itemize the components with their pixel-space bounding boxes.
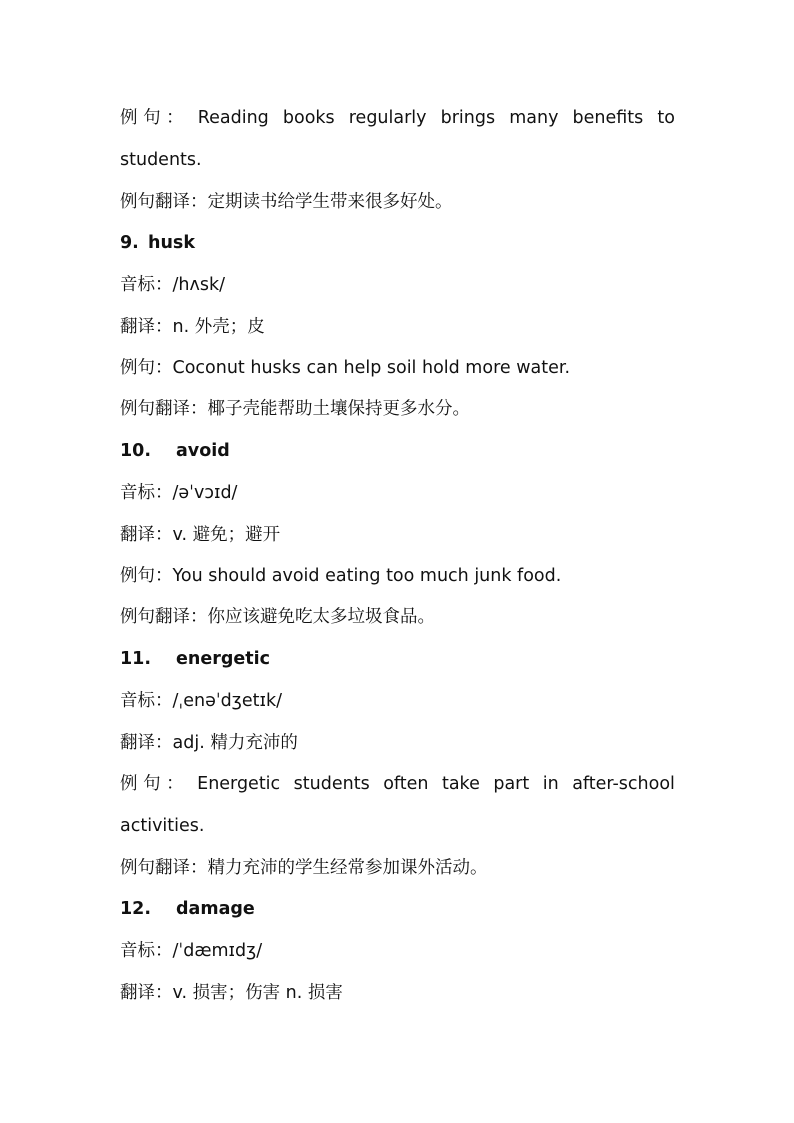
example-word: brings <box>440 108 496 128</box>
phonetic-line <box>120 274 675 296</box>
example-label: 例 句 ： <box>120 774 184 794</box>
example-translation <box>120 857 675 879</box>
translation-text: 椰子壳能帮助土壤保持更多水分。 <box>207 399 470 419</box>
definition-text: n. 外壳；皮 <box>172 317 265 337</box>
entry-number: 11. <box>120 649 152 669</box>
entry-heading-husk <box>120 232 675 254</box>
example-label: 例句： <box>120 358 173 378</box>
translation-label: 例句翻译： <box>120 192 208 212</box>
example-continuation: activities. <box>120 816 205 836</box>
example-word: Energetic <box>197 774 281 794</box>
translation-text: 精力充沛的学生经常参加课外活动。 <box>207 858 488 878</box>
definition-label: 翻译： <box>120 733 173 753</box>
example-word: Reading <box>197 108 269 128</box>
phonetic-text: /ˌenəˈdʒetɪk/ <box>172 691 283 711</box>
definition-text: v. 损害；伤害 n. 损害 <box>172 983 343 1003</box>
phonetic-label: 音标： <box>120 275 173 295</box>
example-sentence <box>120 565 675 587</box>
example-word: benefits <box>572 108 644 128</box>
definition-label: 翻译： <box>120 983 173 1003</box>
definition-label: 翻译： <box>120 525 173 545</box>
phonetic-text: /hʌsk/ <box>172 275 225 295</box>
entry-heading-energetic <box>120 648 675 670</box>
phonetic-line <box>120 482 675 504</box>
example-word: in <box>542 774 559 794</box>
phonetic-text: /ˈdæmɪdʒ/ <box>172 941 263 961</box>
definition-line <box>120 524 675 546</box>
phonetic-label: 音标： <box>120 691 173 711</box>
translation-label: 例句翻译： <box>120 607 208 627</box>
example-sentence <box>120 107 675 129</box>
example-translation <box>120 398 675 420</box>
example-word: after-school <box>572 774 675 794</box>
entry-word: husk <box>148 233 195 253</box>
entry-heading-damage <box>120 898 675 920</box>
example-label: 例 句 ： <box>120 108 184 128</box>
example-translation <box>120 606 675 628</box>
example-label: 例句： <box>120 566 173 586</box>
definition-text: v. 避免；避开 <box>172 525 281 545</box>
phonetic-line <box>120 940 675 962</box>
entry-number: 10. <box>120 441 152 461</box>
translation-label: 例句翻译： <box>120 399 208 419</box>
example-translation <box>120 191 675 213</box>
definition-line <box>120 982 675 1004</box>
phonetic-line <box>120 690 675 712</box>
translation-text: 定期读书给学生带来很多好处。 <box>207 192 453 212</box>
example-continuation: students. <box>120 150 202 170</box>
entry-number: 9. <box>120 233 139 253</box>
translation-text: 你应该避免吃太多垃圾食品。 <box>207 607 435 627</box>
phonetic-label: 音标： <box>120 941 173 961</box>
example-word: to <box>657 108 675 128</box>
example-sentence <box>120 773 675 795</box>
definition-label: 翻译： <box>120 317 173 337</box>
phonetic-label: 音标： <box>120 483 173 503</box>
example-word: often <box>383 774 429 794</box>
definition-line <box>120 732 675 754</box>
example-word: regularly <box>348 108 427 128</box>
example-text: You should avoid eating too much junk food. <box>172 566 562 586</box>
definition-text: adj. 精力充沛的 <box>172 733 298 753</box>
entry-word: energetic <box>176 649 270 669</box>
example-word: part <box>493 774 530 794</box>
example-word: take <box>441 774 480 794</box>
entry-word: avoid <box>176 441 230 461</box>
phonetic-text: /əˈvɔɪd/ <box>172 483 238 503</box>
definition-line <box>120 316 675 338</box>
translation-label: 例句翻译： <box>120 858 208 878</box>
example-word: books <box>282 108 335 128</box>
example-word: many <box>509 108 559 128</box>
example-word: students <box>293 774 370 794</box>
entry-word: damage <box>176 899 255 919</box>
entry-number: 12. <box>120 899 152 919</box>
example-sentence <box>120 357 675 379</box>
entry-heading-avoid <box>120 440 675 462</box>
example-text: Coconut husks can help soil hold more water. <box>172 358 571 378</box>
